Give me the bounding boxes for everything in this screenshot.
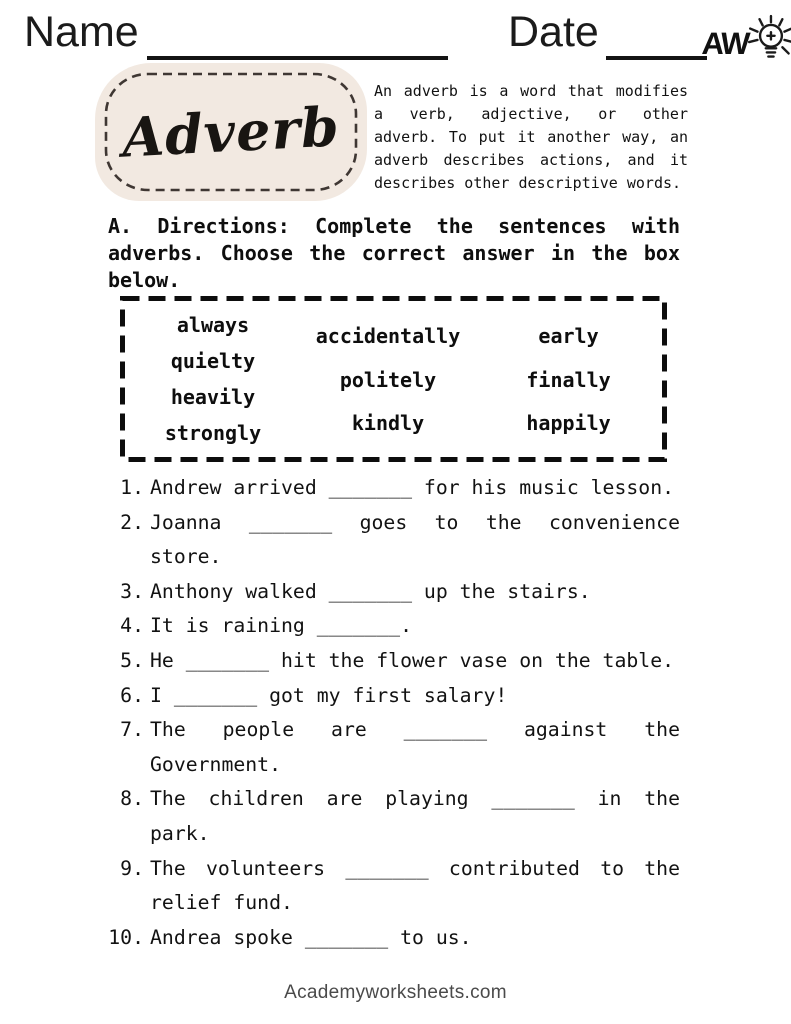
adverb-title-badge [95,63,367,201]
word-bank-box [120,296,667,462]
word-bank-word[interactable]: kindly [351,411,425,435]
sentence-item [108,506,680,575]
sentence-text: Joanna _______ goes to the convenience store. [150,510,680,569]
sentence-text: Anthony walked _______ up the stairs. [150,579,591,603]
academy-worksheets-logo [702,14,791,73]
word-bank-word[interactable]: always [176,313,250,337]
sentence-text: It is raining _______. [150,614,413,638]
word-bank-word[interactable]: finally [526,367,611,392]
word-bank-word[interactable]: politely [339,367,437,392]
date-label: Date [508,8,599,56]
sentence-item [108,575,680,610]
worksheet-title: Adverb [120,94,342,170]
sentence-number: 2. [120,510,144,534]
name-label: Name [24,8,139,56]
sentence-item [108,921,680,956]
word-bank-word[interactable]: happily [526,411,611,435]
sentence-number: 8. [120,787,144,811]
sentence-item [108,679,680,714]
sentence-number: 9. [120,856,144,880]
sentence-text: Andrea spoke _______ to us. [150,925,472,949]
sentence-number: 10. [108,925,144,949]
sentence-text: I _______ got my first salary! [150,683,508,707]
date-blank-line[interactable] [606,56,707,60]
lightbulb-icon [748,14,791,73]
sentence-item [108,644,680,679]
directions-text: A. Directions: Complete the sentences with adverbs. Choose the correct answer in the box below. [108,214,680,292]
logo-aw-text: AW [700,25,750,61]
sentence-number: 1. [120,476,144,499]
sentence-list [108,471,680,955]
word-bank-word[interactable]: quielty [170,349,256,373]
sentence-number: 3. [120,579,144,603]
word-bank-word[interactable]: heavily [170,385,256,409]
footer-website-text: Academyworksheets.com [284,982,507,1003]
word-bank-column-3 [470,296,667,462]
sentence-item [108,713,680,782]
word-bank-column-2 [306,296,470,462]
sentence-number: 5. [120,648,144,672]
sentence-item [108,471,680,506]
sentence-number: 6. [120,683,144,707]
sentence-number: 4. [120,614,144,638]
sentence-text: He _______ hit the flower vase on the table. [150,648,675,672]
word-bank-word[interactable]: early [538,324,599,348]
sentence-text: The people are _______ against the Government. [150,718,680,776]
name-blank-line[interactable] [147,56,448,60]
sentence-text: The volunteers _______ contributed to the relief fund. [150,856,680,915]
word-bank-column-1 [120,296,306,462]
sentence-number: 7. [120,718,144,742]
sentence-item [108,609,680,644]
word-bank-word[interactable]: accidentally [315,324,461,348]
sentence-text: The children are playing _______ in the park. [150,787,680,845]
sentence-text: Andrew arrived _______ for his music lesson. [150,476,675,499]
word-bank-word[interactable]: strongly [164,421,262,445]
sentence-item [108,852,680,921]
adverb-definition-text: An adverb is a word that modifies a verb, adjective, or other adverb. To put it another way, an adverb describes actions, and it describes other descriptive words. [374,82,688,192]
sentence-item [108,782,680,851]
